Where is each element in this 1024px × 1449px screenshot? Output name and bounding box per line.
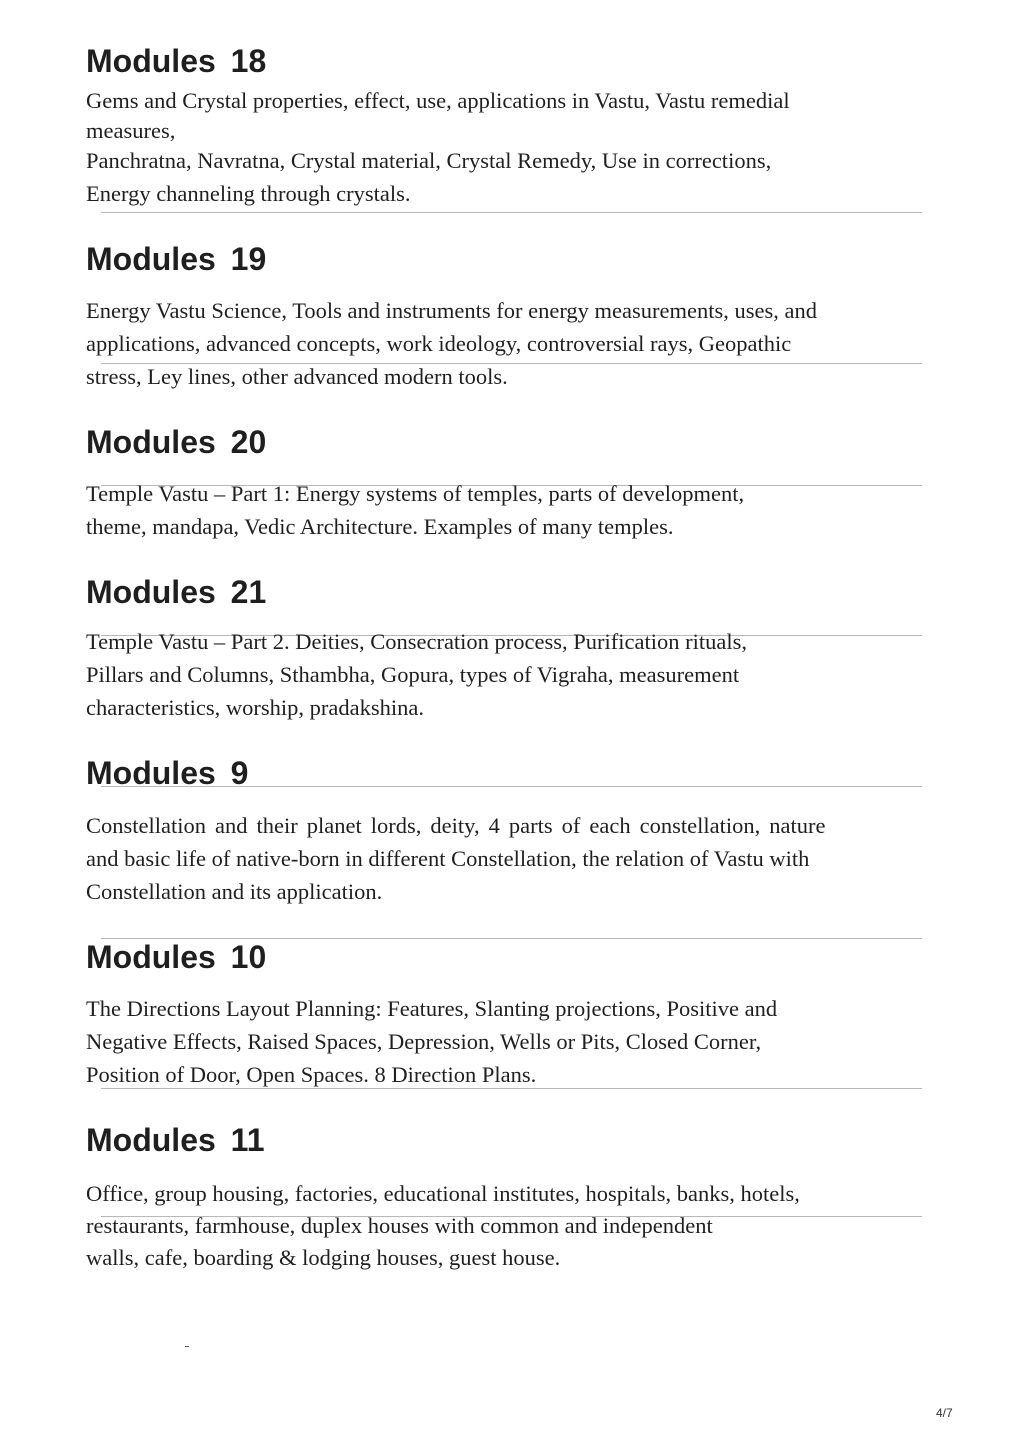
module-19-description [86, 294, 966, 393]
module-18-description [86, 85, 966, 210]
module-9-heading: Modules 9 [86, 755, 249, 791]
module-10-line-2: Negative Effects, Raised Spaces, Depression, Wells or Pits, Closed Corner, [86, 1029, 762, 1054]
module-21-line-2: Pillars and Columns, Sthambha, Gopura, types of Vigraha, measurement [86, 662, 740, 687]
module-18-line-4: Energy channeling through crystals. [86, 181, 411, 206]
module-18-heading: Modules 18 [86, 43, 267, 79]
divider-rule [101, 212, 922, 213]
module-18-line-1: Gems and Crystal properties, effect, use, applications in Vastu, Vastu remedial [86, 88, 790, 113]
module-18-line-3: Panchratna, Navratna, Crystal material, Crystal Remedy, Use in corrections, [86, 148, 772, 173]
module-20-description [86, 477, 966, 543]
module-9-description [86, 809, 959, 908]
module-10-description [86, 992, 966, 1091]
module-11-heading: Modules 11 [86, 1122, 265, 1158]
module-9-line-2: and basic life of native-born in different Constellation, the relation of Vastu with [86, 846, 810, 871]
module-11-line-3: walls, cafe, boarding & lodging houses, guest house. [86, 1245, 561, 1270]
module-19-line-3: stress, Ley lines, other advanced modern tools. [86, 364, 508, 389]
module-21-heading: Modules 21 [86, 574, 267, 610]
module-10-line-3: Position of Door, Open Spaces. 8 Direction Plans. [86, 1062, 537, 1087]
module-19-line-2: applications, advanced concepts, work ideology, controversial rays, Geopathic [86, 331, 792, 356]
module-19-line-1: Energy Vastu Science, Tools and instruments for energy measurements, uses, and [86, 298, 817, 323]
module-20-line-1: Temple Vastu – Part 1: Energy systems of temples, parts of development, [86, 481, 745, 506]
module-21-description [86, 625, 966, 724]
divider-rule [101, 786, 922, 787]
module-11-description [86, 1177, 966, 1274]
divider-rule [101, 1216, 922, 1217]
module-11-line-2: restaurants, farmhouse, duplex houses with common and independent [86, 1213, 713, 1238]
footer-dash [185, 1346, 189, 1347]
module-21-line-1: Temple Vastu – Part 2. Deities, Consecration process, Purification rituals, [86, 629, 748, 654]
module-20-line-2: theme, mandapa, Vedic Architecture. Examples of many temples. [86, 514, 674, 539]
module-21-line-3: characteristics, worship, pradakshina. [86, 695, 425, 720]
module-10-heading: Modules 10 [86, 939, 267, 975]
divider-rule [101, 1088, 922, 1089]
module-10-line-1: The Directions Layout Planning: Features, Slanting projections, Positive and [86, 996, 778, 1021]
module-19-heading: Modules 19 [86, 241, 267, 277]
module-18-line-2: measures, [86, 118, 176, 143]
module-20-heading: Modules 20 [86, 424, 267, 460]
divider-rule [101, 363, 922, 364]
page-number: 4/7 [936, 1406, 953, 1420]
module-11-line-1: Office, group housing, factories, educational institutes, hospitals, banks, hotels, [86, 1181, 800, 1206]
module-9-line-3: Constellation and its application. [86, 879, 383, 904]
module-9-line-1: Constellation and their planet lords, deity, 4 parts of each constellation, nature [86, 813, 826, 838]
